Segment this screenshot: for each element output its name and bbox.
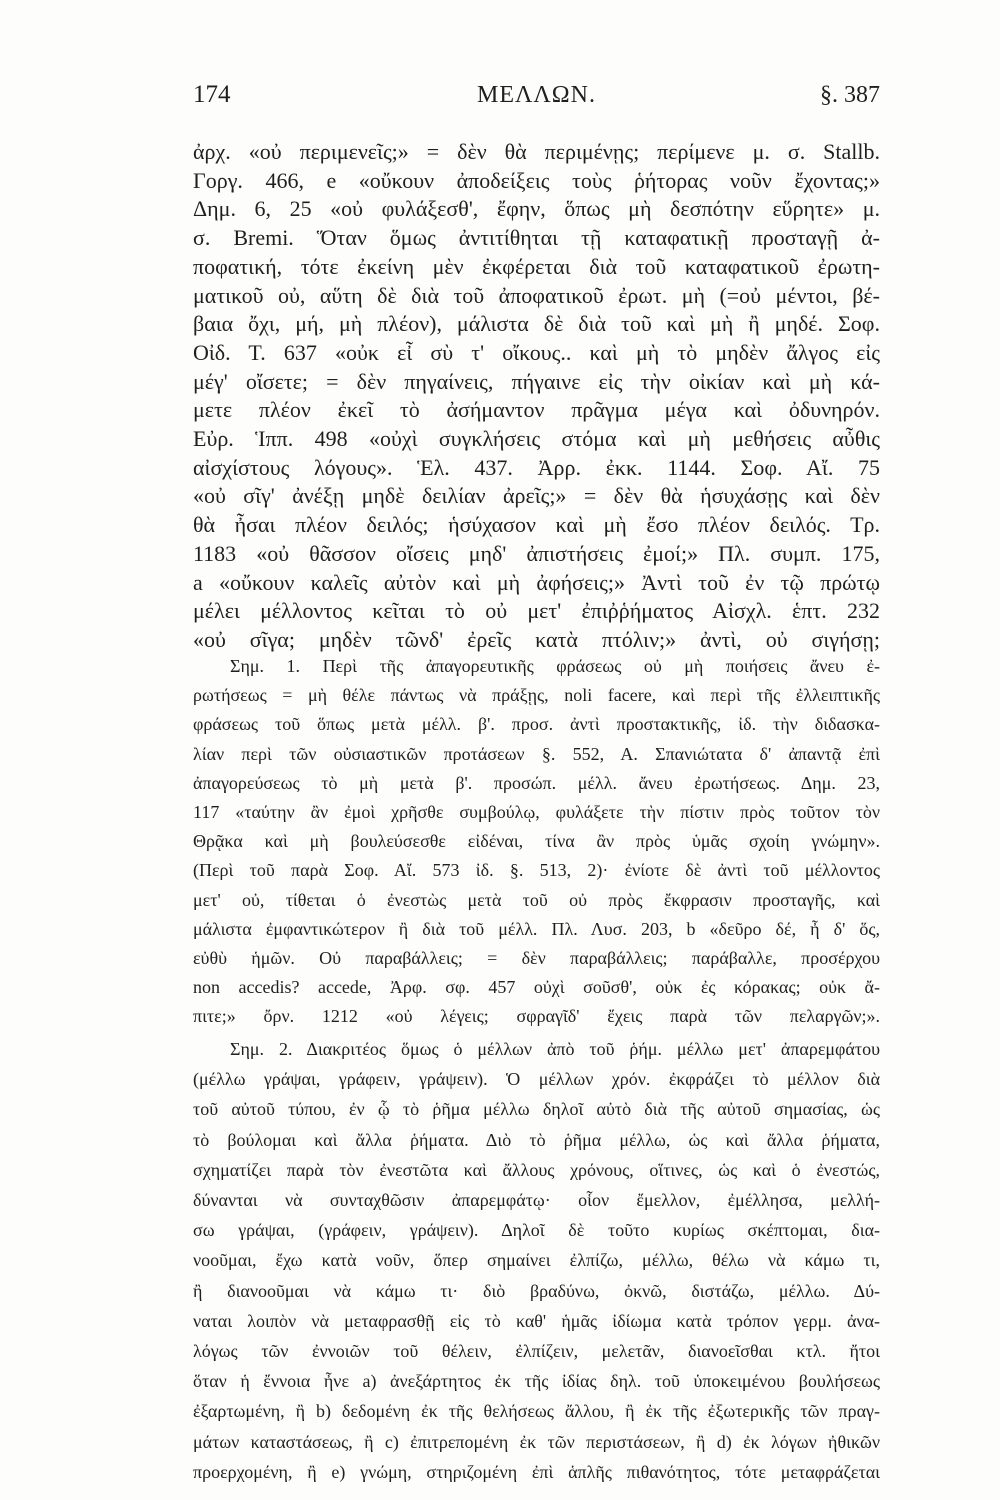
note-line: σχηματίζει παρὰ τὸν ἐνεστῶτα καὶ ἄλλους χρόνους, οἵτινες, ὡς καὶ ὁ ἐνεστώς, <box>193 1159 880 1180</box>
note-line: 117 «ταύτην ἂν ἐμοὶ χρῆσθε συμβούλῳ, φυλάξετε τὴν πίστιν πρὸς τοῦτον τὸν <box>193 802 880 823</box>
note-line: ναται λοιπὸν νὰ μεταφρασθῇ εἰς τὸ καθ' ἡμᾶς ἰδίωμα κατὰ τρόπον γερμ. ἀνα- <box>193 1310 880 1331</box>
note-line: ρωτήσεως = μὴ θέλε πάντως νὰ πράξῃς, noli facere, καὶ περὶ τῆς ἐλλειπτικῆς <box>193 685 880 706</box>
note-line: πιτε;» ὄρν. 1212 «οὐ λέγεις; σφραγῖδ' ἔχεις παρὰ τῶν πελαργῶν;». <box>193 1006 880 1027</box>
main-text <box>193 138 880 655</box>
note-line <box>193 652 880 681</box>
note-line: ἐξαρτωμένη, ἢ b) δεδομένη ἐκ τῆς θελήσεως ἄλλου, ἢ ἐκ τῆς ἐξωτερικῆς τῶν πραγ- <box>193 1401 880 1422</box>
main-text-line: σ. Bremi. Ὅταν ὅμως ἀντιτίθηται τῇ καταφατικῇ προσταγῇ ἀ- <box>193 225 880 251</box>
main-text-line: μέλει μέλλοντος κεῖται τὸ οὐ μετ' ἐπιῤῥήματος Αἰσχλ. ἑπτ. 232 <box>193 598 880 624</box>
note-line: μάλιστα ἐμφαντικώτερον ἢ διὰ τοῦ μέλλ. Πλ. Λυσ. 203, b «δεῦρο δέ, ἦ δ' ὅς, <box>193 918 880 939</box>
note-line: Θρᾷκα καὶ μὴ βουλεύσεσθε εἰδέναι, τίνα ἂν πρὸς ὑμᾶς σχοίη γνώμην». <box>193 831 880 852</box>
note-line-text: Διακριτέος ὅμως ὁ μέλλων ἀπὸ τοῦ ῥήμ. μέλλω μετ' ἀπαρεμφάτου <box>306 1039 880 1059</box>
note-line: ὅταν ἡ ἔννοια ἦνε a) ἀνεξάρτητος ἐκ τῆς ἰδίας δηλ. τοῦ ὑποκειμένου βουλήσεως <box>193 1371 880 1392</box>
note-label: Σημ. 1. <box>230 656 301 676</box>
note-line: ἢ διανοοῦμαι νὰ κάμω τι· διὸ βραδύνω, ὀκνῶ, διστάζω, μέλλω. Δύ- <box>193 1280 880 1301</box>
main-text-line: a «οὔκουν καλεῖς αὐτὸν καὶ μὴ ἀφήσεις;» Ἀντὶ τοῦ ἐν τῷ πρώτῳ <box>193 569 880 595</box>
note-line: λίαν περὶ τῶν οὐσιαστικῶν προτάσεων §. 552, Α. Σπανιώτατα δ' ἀπαντᾷ ἐπὶ <box>193 743 880 764</box>
note-line: τοῦ αὐτοῦ τύπου, ἐν ᾧ τὸ ῥῆμα μέλλω δηλοῖ αὐτὸ διὰ τῆς αὐτοῦ σημασίας, ὡς <box>193 1099 880 1120</box>
main-text-line: αἰσχίστους λόγους». Ἑλ. 437. Ἀρρ. ἐκκ. 1144. Σοφ. Αἴ. 75 <box>193 454 880 480</box>
main-text-line: ποφατική, τότε ἐκείνη μὲν ἐκφέρεται διὰ τοῦ καταφατικοῦ ἐρωτη- <box>193 253 880 279</box>
main-text-line: μέγ' οἴσετε; = δὲν πηγαίνεις, πήγαινε εἰς τὴν οἰκίαν καὶ μὴ κά- <box>193 368 880 394</box>
running-title: ΜΕΛΛΩΝ. <box>477 82 596 108</box>
main-text-line: ματικοῦ οὐ, αὕτη δὲ διὰ τοῦ ἀποφατικοῦ ἐρωτ. μὴ (=οὐ μέντοι, βέ- <box>193 282 880 308</box>
main-text-line: «οὐ σῖγ' ἀνέξῃ μηδὲ δειλίαν ἀρεῖς;» = δὲν θὰ ἡσυχάσῃς καὶ δὲν <box>193 483 880 509</box>
note-line-text: Περὶ τῆς ἀπαγορευτικῆς φράσεως οὐ μὴ ποιήσεις ἄνευ ἐ- <box>322 656 880 676</box>
running-header <box>193 78 880 112</box>
note-line: προερχομένη, ἢ e) γνώμη, στηριζομένη ἐπὶ ἁπλῆς πιθανότητος, τότε μεταφράζεται <box>193 1461 880 1482</box>
note-line: non accedis? accede, Ἀρφ. σφ. 457 οὐχὶ σοῦσθ', οὐκ ἐς κόρακας; οὐκ ἄ- <box>193 977 880 998</box>
main-text-line: 1183 «οὐ θᾶσσον οἴσεις μηδ' ἀπιστήσεις ἐμοί;» Πλ. συμπ. 175, <box>193 540 880 566</box>
main-text-line: Οἰδ. Τ. 637 «οὐκ εἶ σὺ τ' οἴκους.. καὶ μὴ τὸ μηδὲν ἄλγος εἰς <box>193 339 880 365</box>
note-label: Σημ. 2. <box>230 1039 293 1059</box>
note-line: μάτων καταστάσεως, ἢ c) ἐπιτρεπομένη ἐκ τῶν περιστάσεων, ἢ d) ἐκ λόγων ἠθικῶν <box>193 1431 880 1452</box>
page-number: 174 <box>193 81 231 108</box>
note-1 <box>193 652 880 1032</box>
note-line: σω γράψαι, (γράφειν, γράψειν). Δηλοῖ δὲ τοῦτο κυρίως σκέπτομαι, δια- <box>193 1220 880 1241</box>
note-line <box>193 1034 880 1064</box>
note-line: (μέλλω γράψαι, γράφειν, γράψειν). Ὁ μέλλων χρόν. ἐκφράζει τὸ μέλλον διὰ <box>193 1069 880 1090</box>
note-line: (Περὶ τοῦ παρὰ Σοφ. Αἴ. 573 ἰδ. §. 513, 2)· ἐνίοτε δὲ ἀντὶ τοῦ μέλλοντος <box>193 860 880 881</box>
main-text-line: Εὐρ. Ἱππ. 498 «οὐχὶ συγκλήσεις στόμα καὶ μὴ μεθήσεις αὖθις <box>193 426 880 452</box>
main-text-line: μετε πλέον ἐκεῖ τὸ ἀσήμαντον πρᾶγμα μέγα καὶ ὀδυνηρόν. <box>193 397 880 423</box>
main-text-line: Δημ. 6, 25 «οὐ φυλάξεσθ', ἔφην, ὅπως μὴ δεσπότην εὕρητε» μ. <box>193 196 880 222</box>
section-number: §. 387 <box>820 82 880 108</box>
main-text-line: «οὐ σῖγα; μηδὲν τῶνδ' ἐρεῖς κατὰ πτόλιν;» ἀντὶ, οὐ σιγήσῃ; <box>193 626 880 652</box>
note-line: δύνανται νὰ συνταχθῶσιν ἀπαρεμφάτῳ· οἷον ἔμελλον, ἐμέλλησα, μελλή- <box>193 1190 880 1211</box>
note-line: τὸ βούλομαι καὶ ἄλλα ῥήματα. Διὸ τὸ ῥῆμα μέλλω, ὡς καὶ ἄλλα ῥήματα, <box>193 1129 880 1150</box>
note-2 <box>193 1034 880 1487</box>
main-text-line: Γοργ. 466, e «οὔκουν ἀποδείξεις τοὺς ῥήτορας νοῦν ἔχοντας;» <box>193 167 880 193</box>
main-text-line: βαια ὄχι, μή, μὴ πλέον), μάλιστα δὲ διὰ τοῦ καὶ μὴ ἢ μηδέ. Σοφ. <box>193 311 880 337</box>
note-line: νοοῦμαι, ἔχω κατὰ νοῦν, ὅπερ σημαίνει ἐλπίζω, μέλλω, θέλω νὰ κάμω τι, <box>193 1250 880 1271</box>
note-line: φράσεως τοῦ ὅπως μετὰ μέλλ. β'. προσ. ἀντὶ προστακτικῆς, ἰδ. τὴν διδασκα- <box>193 714 880 735</box>
note-line: εὐθὺ ἡμῶν. Οὐ παραβάλλεις; = δὲν παραβάλλεις; παράβαλλε, προσέρχου <box>193 948 880 969</box>
note-line: λόγως τῶν ἐννοιῶν τοῦ θέλειν, ἐλπίζειν, μελετᾶν, διανοεῖσθαι κτλ. ἤτοι <box>193 1341 880 1362</box>
main-text-line: ἀρχ. «οὐ περιμενεῖς;» = δὲν θὰ περιμένῃς; περίμενε μ. σ. Stallb. <box>193 139 880 164</box>
main-text-line: θὰ ἦσαι πλέον δειλός; ἡσύχασον καὶ μὴ ἔσο πλέον δειλός. Τρ. <box>193 512 880 538</box>
note-line: μετ' οὐ, τίθεται ὁ ἐνεστὼς μετὰ τοῦ οὐ πρὸς ἔκφρασιν προσταγῆς, καὶ <box>193 889 880 910</box>
note-line: ἀπαγορεύσεως τὸ μὴ μετὰ β'. προσώπ. μέλλ. ἄνευ ἐρωτήσεως. Δημ. 23, <box>193 772 880 793</box>
